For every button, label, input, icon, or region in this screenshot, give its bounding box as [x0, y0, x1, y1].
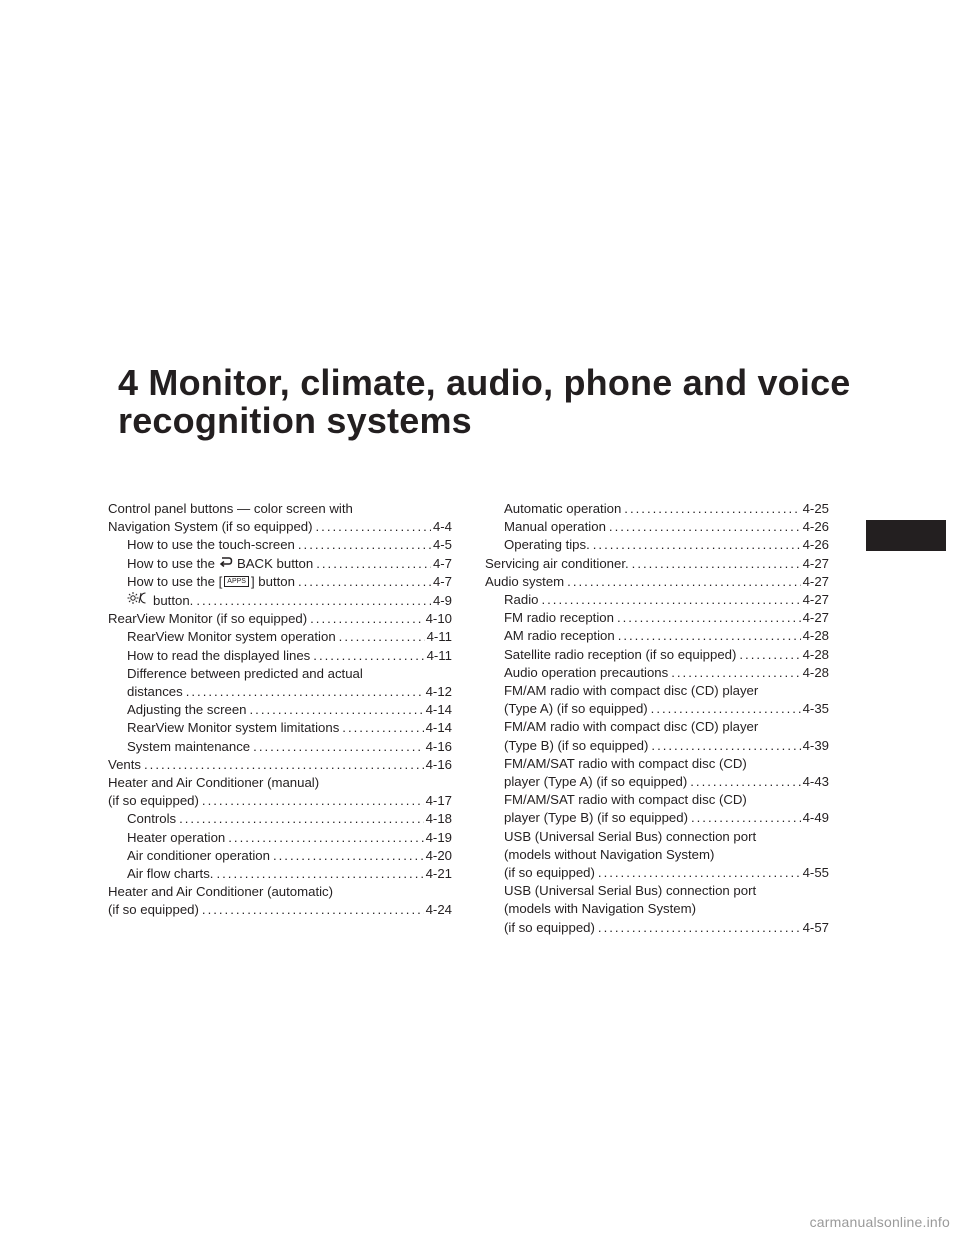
toc-entry-text: FM/AM radio with compact disc (CD) player — [504, 683, 759, 699]
toc-entry[interactable] — [485, 828, 829, 883]
dot-leader — [688, 809, 801, 827]
toc-entry-title: (if so equipped) — [504, 865, 595, 881]
toc-entry-text — [127, 536, 295, 554]
watermark: carmanualsonline.info — [809, 1214, 950, 1230]
toc-page-number: 4-27 — [802, 555, 829, 571]
dot-leader — [247, 701, 424, 719]
toc-page-number: 4-16 — [425, 756, 452, 772]
toc-entry-text — [108, 518, 313, 536]
toc-page-number: 4-7 — [432, 555, 452, 571]
toc-entry[interactable] — [108, 647, 452, 665]
toc-entry-text — [504, 500, 621, 518]
toc-entry-text: Control panel buttons — color screen with — [108, 501, 353, 516]
dot-leader — [595, 919, 801, 937]
toc-entry-text — [127, 829, 225, 847]
toc-entry-text-prefix: How to use the — [127, 555, 215, 571]
toc-entry-title: Controls — [127, 811, 177, 827]
toc-entry-title: How to read the displayed lines — [127, 647, 311, 663]
dot-leader — [336, 628, 425, 646]
dot-leader — [250, 738, 423, 756]
toc-entry-title: RearView Monitor system limitations — [127, 720, 340, 736]
toc-entry-title: Navigation System (if so equipped) — [108, 519, 313, 535]
toc-entry-text: USB (Universal Serial Bus) connection port — [504, 828, 757, 844]
toc-entry[interactable] — [108, 591, 452, 610]
dot-leader — [313, 518, 431, 536]
toc-entry-text — [504, 627, 615, 645]
dot-leader — [313, 555, 431, 573]
toc-entry-title: distances — [127, 684, 183, 700]
toc-entry-text — [108, 610, 307, 628]
dot-leader — [307, 610, 423, 628]
toc-entry[interactable] — [485, 555, 829, 573]
toc-entry[interactable] — [485, 718, 829, 754]
toc-page-number: 4-39 — [802, 737, 829, 753]
toc-entry[interactable] — [108, 774, 452, 810]
toc-entry-text — [108, 901, 199, 919]
toc-entry-text: FM/AM radio with compact disc (CD) player — [504, 719, 759, 735]
toc-entry-text — [504, 864, 595, 882]
toc-entry-title: Audio operation precautions — [504, 664, 669, 680]
dot-leader — [564, 573, 800, 591]
toc-entry[interactable] — [108, 500, 452, 536]
toc-page-number: 4-14 — [425, 720, 452, 736]
chapter-title-line-1: 4 Monitor, climate, audio, phone and voice — [118, 362, 851, 403]
toc-entry-title: Heater operation — [127, 829, 226, 845]
toc-entry-text: (models without Navigation System) — [504, 846, 715, 862]
toc-entry-title: Satellite radio reception (if so equipped) — [504, 646, 737, 662]
toc-entry-text — [504, 536, 590, 554]
toc-entry-text — [108, 792, 199, 810]
toc-entry-text — [485, 555, 629, 573]
toc-entry[interactable] — [108, 610, 452, 628]
toc-entry[interactable] — [485, 500, 829, 518]
toc-entry-text — [504, 646, 736, 664]
toc-entry[interactable] — [108, 555, 452, 573]
toc-page-number: 4-12 — [425, 684, 452, 700]
toc-entry-text — [127, 647, 310, 665]
toc-entry-text: FM/AM/SAT radio with compact disc (CD) — [504, 792, 747, 808]
dot-leader — [595, 864, 801, 882]
toc-entry[interactable] — [108, 847, 452, 865]
toc-entry-text: USB (Universal Serial Bus) connection port — [504, 883, 757, 899]
dot-leader — [295, 573, 431, 591]
toc-page-number: 4-5 — [432, 537, 452, 553]
dot-leader — [193, 592, 431, 610]
dot-leader — [606, 518, 801, 536]
toc-page-number: 4-14 — [425, 702, 452, 718]
toc-entry-title: Radio — [504, 592, 539, 608]
toc-entry-text: Heater and Air Conditioner (automatic) — [108, 884, 334, 900]
toc-entry-text: Heater and Air Conditioner (manual) — [108, 775, 320, 791]
back-arrow-icon — [219, 555, 233, 573]
toc-entry-title: Vents — [108, 756, 141, 772]
toc-page-number: 4-11 — [426, 647, 452, 663]
toc-page-number: 4-17 — [425, 793, 452, 809]
dot-leader — [615, 627, 801, 645]
toc-entry[interactable] — [485, 573, 829, 591]
toc-entry[interactable] — [108, 573, 452, 591]
toc-entry[interactable] — [108, 719, 452, 737]
toc-entry-text — [504, 773, 687, 791]
toc-entry-text: FM/AM/SAT radio with compact disc (CD) — [504, 755, 747, 771]
toc-page-number: 4-24 — [425, 902, 452, 918]
dot-leader — [736, 646, 800, 664]
toc-entry[interactable] — [108, 883, 452, 919]
toc-entry-title: Operating tips. — [504, 537, 590, 553]
toc-page-number: 4-11 — [426, 629, 452, 645]
toc-column-left — [108, 500, 452, 920]
toc-page-number: 4-28 — [802, 628, 829, 644]
toc-entry-text — [127, 573, 295, 591]
toc-page-number: 4-16 — [425, 738, 452, 754]
dot-leader — [648, 737, 800, 755]
toc-entry-title: player (Type B) (if so equipped) — [504, 810, 688, 826]
toc-entry-title: RearView Monitor system operation — [127, 629, 336, 645]
toc-entry[interactable] — [108, 865, 452, 883]
dot-leader — [141, 756, 424, 774]
toc-entry-title: Air flow charts. — [127, 866, 214, 882]
toc-entry-text — [127, 738, 250, 756]
dot-leader — [538, 591, 800, 609]
toc-entry[interactable] — [108, 665, 452, 701]
toc-entry-title: ] button — [250, 573, 295, 589]
toc-page-number: 4-28 — [802, 646, 829, 662]
toc-entry[interactable] — [485, 791, 829, 827]
toc-entry[interactable] — [485, 591, 829, 609]
chapter-tab-marker — [866, 520, 946, 551]
toc-entry-text — [504, 518, 606, 536]
toc-entry-text — [127, 810, 176, 828]
toc-entry-title: Air conditioner operation — [127, 847, 270, 863]
toc-entry-title: Servicing air conditioner. — [485, 555, 629, 571]
toc-page-number: 4-19 — [425, 829, 452, 845]
toc-entry-title: Audio system — [485, 573, 565, 589]
toc-page-number: 4-21 — [425, 866, 452, 882]
dot-leader — [176, 810, 423, 828]
toc-entry-text: (models with Navigation System) — [504, 901, 697, 917]
chapter-title-line-2: recognition systems — [118, 400, 472, 441]
dot-leader — [590, 536, 801, 554]
chapter-title — [118, 364, 878, 440]
toc-entry-title: (Type A) (if so equipped) — [504, 701, 648, 717]
toc-entry-text — [504, 919, 595, 937]
dot-leader — [183, 683, 424, 701]
toc-entry[interactable] — [108, 628, 452, 646]
toc-entry-text — [127, 555, 313, 573]
toc-page-number: 4-49 — [802, 810, 829, 826]
toc-entry-text: Difference between predicted and actual — [127, 665, 363, 681]
toc-entry-title: button. — [153, 592, 194, 608]
toc-entry[interactable] — [108, 536, 452, 554]
dot-leader — [270, 847, 424, 865]
toc-entry[interactable] — [485, 518, 829, 536]
toc-page-number: 4-26 — [802, 519, 829, 535]
toc-page-number: 4-7 — [432, 573, 452, 589]
toc-entry-title: (if so equipped) — [108, 793, 199, 809]
toc-entry-title: BACK button — [236, 555, 314, 571]
dot-leader — [614, 609, 801, 627]
toc-entry-title: FM radio reception — [504, 610, 614, 626]
toc-entry-text — [127, 865, 213, 883]
dot-leader — [310, 647, 424, 665]
toc-entry-title: (if so equipped) — [504, 919, 595, 935]
dot-leader — [225, 829, 423, 847]
dot-leader — [687, 773, 800, 791]
toc-entry[interactable] — [485, 664, 829, 682]
toc-page-number: 4-43 — [802, 774, 829, 790]
toc-entry-text — [127, 628, 336, 646]
toc-entry-text — [127, 701, 247, 719]
toc-entry[interactable] — [485, 882, 829, 937]
dot-leader — [199, 901, 424, 919]
dot-leader — [668, 664, 800, 682]
toc-entry[interactable] — [108, 829, 452, 847]
toc-entry-title: player (Type A) (if so equipped) — [504, 774, 688, 790]
toc-entry-text — [504, 700, 648, 718]
toc-entry-title: Adjusting the screen — [127, 702, 247, 718]
toc-column-right — [485, 500, 829, 937]
toc-entry-text — [127, 683, 183, 701]
toc-entry-text — [504, 591, 538, 609]
toc-entry[interactable] — [108, 810, 452, 828]
dot-leader — [621, 500, 800, 518]
toc-entry-text — [485, 573, 564, 591]
toc-entry[interactable] — [485, 536, 829, 554]
dot-leader — [339, 719, 423, 737]
toc-entry-title: Automatic operation — [504, 501, 622, 516]
toc-page-number: 4-26 — [802, 537, 829, 553]
toc-page-number: 4-9 — [432, 593, 452, 609]
toc-entry[interactable] — [108, 738, 452, 756]
toc-page-number: 4-28 — [802, 664, 829, 680]
toc-page-number: 4-27 — [802, 592, 829, 608]
dot-leader — [648, 700, 801, 718]
toc-entry-title: (if so equipped) — [108, 902, 199, 918]
toc-entry[interactable] — [108, 756, 452, 774]
toc-entry[interactable] — [108, 701, 452, 719]
toc-entry-text — [504, 609, 614, 627]
toc-entry-text — [108, 756, 141, 774]
toc-page-number: 4-27 — [802, 573, 829, 589]
toc-entry[interactable] — [485, 646, 829, 664]
toc-entry-title: Manual operation — [504, 519, 606, 535]
toc-entry-title: (Type B) (if so equipped) — [504, 737, 649, 753]
toc-page-number: 4-35 — [802, 701, 829, 717]
dot-leader — [295, 536, 431, 554]
toc-entry-text — [504, 664, 668, 682]
toc-page-number: 4-10 — [425, 611, 452, 627]
toc-entry-text — [127, 719, 339, 737]
dot-leader — [213, 865, 423, 883]
brightness-icon — [127, 591, 149, 610]
apps-icon: APPS — [224, 576, 249, 587]
toc-entry-title: How to use the touch-screen — [127, 537, 295, 553]
toc-entry-text — [504, 809, 688, 827]
toc-page-number: 4-18 — [425, 811, 452, 827]
dot-leader — [629, 555, 801, 573]
toc-entry[interactable] — [485, 627, 829, 645]
toc-entry-title: RearView Monitor (if so equipped) — [108, 611, 308, 627]
toc-page-number: 4-4 — [432, 519, 452, 535]
toc-entry-text — [127, 591, 193, 610]
toc-entry[interactable] — [485, 682, 829, 718]
dot-leader — [199, 792, 424, 810]
toc-page-number: 4-20 — [425, 847, 452, 863]
toc-entry-title: System maintenance — [127, 738, 251, 754]
toc-page-number: 4-27 — [802, 610, 829, 626]
toc-entry[interactable] — [485, 755, 829, 791]
toc-entry[interactable] — [485, 609, 829, 627]
toc-page-number: 4-57 — [802, 919, 829, 935]
toc-entry-title: AM radio reception — [504, 628, 615, 644]
toc-entry-text — [504, 737, 648, 755]
toc-page-number: 4-55 — [802, 865, 829, 881]
toc-entry-text-prefix: How to use the [ — [127, 573, 223, 589]
toc-entry-text — [127, 847, 270, 865]
toc-page-number: 4-25 — [802, 501, 829, 516]
